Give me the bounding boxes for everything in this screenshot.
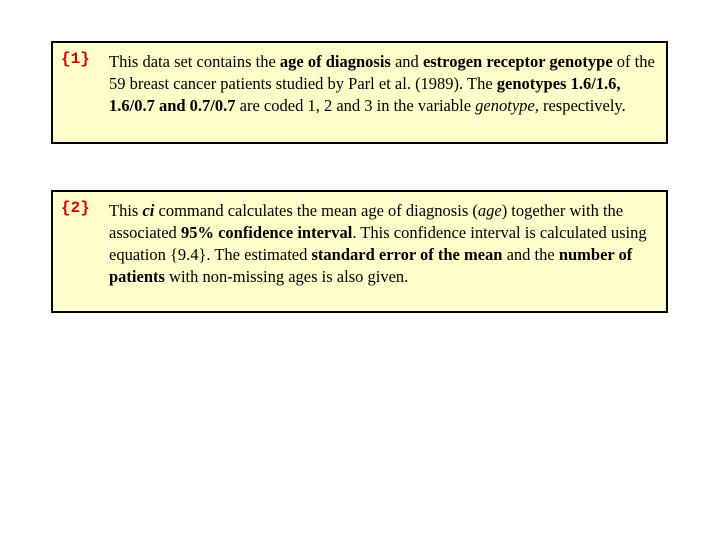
note-2-text-part: This	[109, 201, 143, 220]
note-1-text-part: This data set contains the	[109, 52, 280, 71]
note-2-bold-term: 95% confidence interval	[180, 223, 353, 242]
note-1-bold-term: estrogen receptor genotype	[422, 52, 613, 71]
note-2-text-part: with non-missing ages is also given.	[164, 267, 409, 286]
note-2-bold-term: number of patients	[109, 245, 633, 286]
note-1-bold-term: genotypes 1.6/1.6, 1.6/0.7 and 0.7/0.7	[109, 74, 621, 115]
note-1-text-part: and	[390, 52, 423, 71]
note-1-text-part: of the 59 breast cancer patients studied by Parl et al. (1989). The	[109, 52, 655, 93]
note-2-bold-term: standard error of the mean	[311, 245, 503, 264]
note-2-text-part: ) together with the associated	[109, 201, 624, 242]
note-1-bold-term: age of diagnosis	[279, 52, 391, 71]
note-1-variable-name: genotype,	[475, 96, 539, 115]
note-1-text-part: respectively.	[538, 96, 626, 115]
note-2-text-part: and the	[502, 245, 559, 264]
note-marker-1: {1}	[61, 50, 90, 68]
note-box-2	[51, 190, 668, 313]
note-marker-2: {2}	[61, 199, 90, 217]
note-box-1	[51, 41, 668, 144]
note-2-text-part: . This confidence interval is calculated using equation {9.4}. The estimated	[109, 223, 647, 264]
note-2-variable-name: age	[477, 201, 502, 220]
note-1-text-part: are coded 1, 2 and 3 in the variable	[235, 96, 476, 115]
note-2-command-name: ci	[142, 201, 155, 220]
note-text-2	[109, 200, 663, 288]
note-2-text-part: command calculates the mean age of diagnosis (	[154, 201, 478, 220]
note-text-1	[109, 51, 663, 117]
